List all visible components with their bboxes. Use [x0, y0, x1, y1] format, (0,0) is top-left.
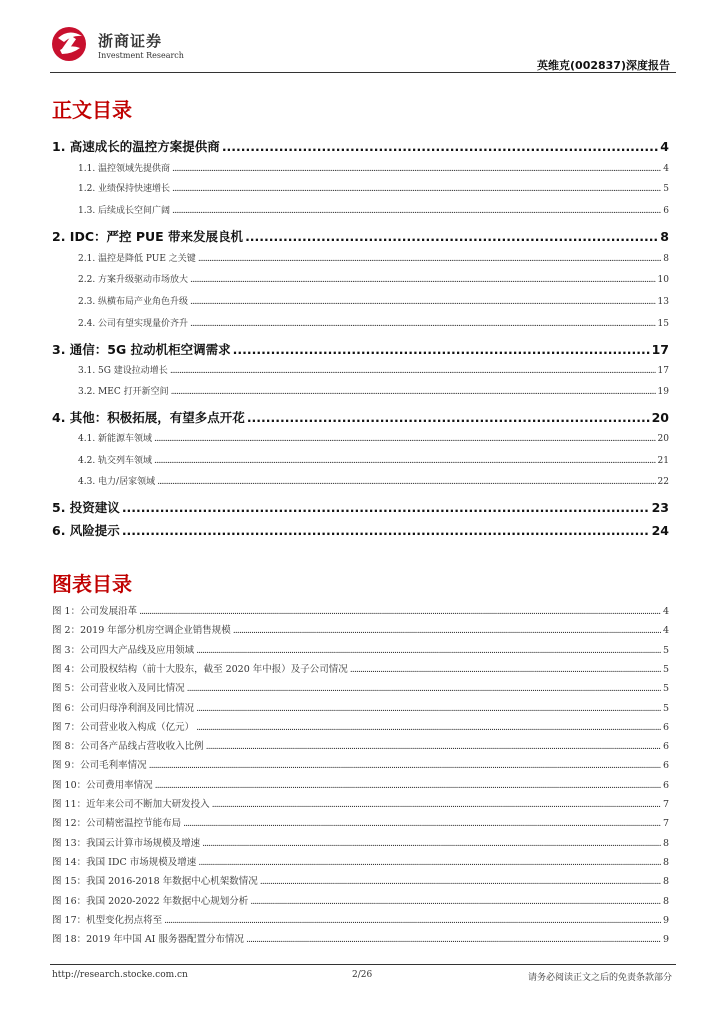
- toc-leader-dots: [222, 139, 658, 154]
- toc-entry-label: 3.2. MEC 打开新空间: [78, 387, 169, 397]
- toc-chapter-entry[interactable]: [52, 137, 669, 155]
- toc-entry-label: 2.2. 方案升级驱动市场放大: [78, 275, 189, 285]
- figure-entry[interactable]: [52, 622, 669, 636]
- figure-entry-page: 8: [662, 837, 669, 849]
- toc-entry-label: 5. 投资建议: [52, 500, 120, 515]
- toc-leader-dots: [122, 523, 650, 538]
- figure-entry-label: 图 1：公司发展沿革: [52, 606, 138, 617]
- toc-section-entry[interactable]: [78, 474, 669, 487]
- toc-entry-label: 4. 其他：积极拓展，有望多点开花: [52, 410, 245, 425]
- toc-entry-page: 8: [660, 229, 669, 244]
- figure-entry[interactable]: [52, 719, 669, 733]
- toc-leader-dots: [190, 275, 656, 285]
- figure-entry-page: 6: [662, 779, 669, 791]
- figure-entry-label: 图 3：公司四大产品线及应用领域: [52, 644, 195, 656]
- figure-leader-dots: [164, 915, 661, 926]
- figure-entry-page: 4: [662, 606, 669, 617]
- toc-chapter-entry[interactable]: [52, 340, 669, 358]
- toc-entry-label: 1.1. 温控领域先提供商: [78, 164, 171, 174]
- toc-leader-dots: [157, 477, 655, 487]
- figure-entry-page: 9: [662, 914, 669, 926]
- toc-section-entry[interactable]: [78, 363, 669, 376]
- figure-leader-dots: [155, 780, 661, 791]
- figure-entry[interactable]: [52, 815, 669, 829]
- toc-entry-label: 6. 风险提示: [52, 523, 120, 538]
- figure-leader-dots: [196, 722, 661, 733]
- toc-entry-page: 5: [663, 184, 669, 194]
- figure-leader-dots: [202, 838, 661, 849]
- figure-leader-dots: [196, 703, 661, 714]
- toc-section-entry[interactable]: [78, 203, 669, 216]
- logo-mark-icon: [50, 24, 92, 64]
- figure-entry-page: 5: [662, 683, 669, 695]
- figure-entry-page: 8: [662, 856, 669, 868]
- figure-entry-page: 4: [662, 625, 669, 637]
- toc-entry-page: 20: [651, 410, 669, 425]
- toc-chapter-entry[interactable]: [52, 498, 669, 516]
- figure-entry-page: 8: [662, 895, 669, 907]
- toc-chapter-entry[interactable]: [52, 408, 669, 426]
- figure-entry[interactable]: [52, 835, 669, 849]
- figure-entry-label: 图 5：公司营业收入及同比情况: [52, 683, 185, 695]
- toc-leader-dots: [198, 254, 661, 264]
- toc-entry-label: 3. 通信：5G 拉动机柜空调需求: [52, 342, 231, 357]
- toc-section-entry[interactable]: [78, 181, 669, 194]
- footer-page-number: 2/26: [352, 970, 373, 980]
- toc-entry-label: 3.1. 5G 建设拉动增长: [78, 366, 168, 376]
- figure-entry-page: 5: [662, 702, 669, 714]
- company-logo: [50, 24, 200, 64]
- figure-entry[interactable]: [52, 757, 669, 771]
- toc-entry-page: 23: [651, 500, 669, 515]
- toc-entry-label: 2. IDC：严控 PUE 带来发展良机: [52, 229, 244, 244]
- toc-section-entry[interactable]: [78, 453, 669, 466]
- toc-leader-dots: [172, 206, 661, 216]
- figure-entry[interactable]: [52, 642, 669, 656]
- figure-entry[interactable]: [52, 603, 669, 617]
- figure-entry-page: 9: [662, 934, 669, 946]
- toc-entry-page: 20: [657, 434, 669, 444]
- footer-url[interactable]: http://research.stocke.com.cn: [52, 970, 188, 980]
- figure-entry-label: 图 16：我国 2020-2022 年数据中心规划分析: [52, 895, 249, 907]
- figure-entry[interactable]: [52, 873, 669, 887]
- figure-entry-label: 图 18：2019 年中国 AI 服务器配置分布情况: [52, 934, 244, 946]
- toc-leader-dots: [247, 410, 650, 425]
- figure-entry-page: 6: [662, 760, 669, 772]
- toc-section-entry[interactable]: [78, 316, 669, 329]
- figure-leader-dots: [260, 876, 661, 887]
- toc-entry-page: 4: [660, 139, 669, 154]
- toc-entry-label: 1. 高速成长的温控方案提供商: [52, 139, 220, 154]
- toc-leader-dots: [154, 456, 656, 466]
- toc-leader-dots: [190, 319, 656, 329]
- toc-leader-dots: [122, 500, 650, 515]
- report-title: 英维克(002837)深度报告: [537, 59, 670, 72]
- toc-entry-page: 21: [657, 456, 669, 466]
- toc-heading: 正文目录: [52, 98, 132, 122]
- logo-text-en: Investment Research: [98, 51, 184, 60]
- figure-leader-dots: [196, 645, 661, 656]
- footer-divider: [50, 964, 676, 965]
- figure-entry-label: 图 11：近年来公司不断加大研发投入: [52, 799, 210, 810]
- toc-leader-dots: [245, 229, 658, 244]
- toc-leader-dots: [170, 366, 656, 376]
- toc-section-entry[interactable]: [78, 161, 669, 174]
- figure-entry[interactable]: [52, 854, 669, 868]
- toc-section-entry[interactable]: [78, 272, 669, 285]
- toc-leader-dots: [154, 434, 656, 444]
- figure-entry-label: 图 9：公司毛利率情况: [52, 760, 147, 772]
- figure-entry-label: 图 13：我国云计算市场规模及增速: [52, 837, 201, 849]
- figure-leader-dots: [246, 934, 661, 945]
- figure-entry-label: 图 8：公司各产品线占营收收入比例: [52, 741, 204, 753]
- toc-leader-dots: [171, 387, 656, 397]
- figure-entry-label: 图 7：公司营业收入构成（亿元）: [52, 721, 195, 733]
- toc-entry-page: 4: [663, 164, 669, 174]
- toc-section-entry[interactable]: [78, 431, 669, 444]
- figure-leader-dots: [183, 818, 661, 829]
- figure-entry-page: 6: [662, 721, 669, 733]
- toc-entry-label: 4.3. 电力/居家领域: [78, 477, 156, 487]
- toc-leader-dots: [172, 184, 661, 194]
- toc-entry-label: 1.3. 后续成长空间广阔: [78, 206, 171, 216]
- figure-entry-label: 图 14：我国 IDC 市场规模及增速: [52, 856, 197, 868]
- figure-entry-label: 图 10：公司费用率情况: [52, 779, 153, 791]
- figure-entry-label: 图 4：公司股权结构（前十大股东，截至 2020 年中报）及子公司情况: [52, 663, 348, 675]
- figure-entry-label: 图 17：机型变化拐点将至: [52, 914, 163, 926]
- figure-leader-dots: [212, 799, 661, 810]
- figure-entry[interactable]: [52, 931, 669, 945]
- toc-entry-page: 19: [657, 387, 669, 397]
- toc-entry-label: 4.1. 新能源车领域: [78, 434, 153, 444]
- figure-entry[interactable]: [52, 661, 669, 675]
- toc-chapter-entry[interactable]: [52, 227, 669, 245]
- figure-entry[interactable]: [52, 912, 669, 926]
- toc-entry-page: 15: [657, 319, 669, 329]
- toc-entry-page: 17: [657, 366, 669, 376]
- figures-heading: 图表目录: [52, 572, 132, 596]
- toc-entry-label: 2.4. 公司有望实现量价齐升: [78, 319, 189, 329]
- figure-leader-dots: [139, 606, 661, 617]
- figure-entry-page: 7: [662, 818, 669, 830]
- toc-entry-page: 17: [651, 342, 669, 357]
- figure-leader-dots: [206, 741, 661, 752]
- toc-entry-page: 13: [657, 297, 669, 307]
- figure-entry[interactable]: [52, 700, 669, 714]
- figure-entry[interactable]: [52, 777, 669, 791]
- toc-entry-label: 2.1. 温控是降低 PUE 之关键: [78, 254, 196, 264]
- figure-leader-dots: [233, 625, 661, 636]
- toc-entry-page: 24: [651, 523, 669, 538]
- toc-entry-page: 10: [657, 275, 669, 285]
- figure-entry-label: 图 12：公司精密温控节能布局: [52, 818, 182, 830]
- figure-entry-page: 5: [662, 663, 669, 675]
- figure-entry[interactable]: [52, 738, 669, 752]
- figure-entry[interactable]: [52, 893, 669, 907]
- toc-section-entry[interactable]: [78, 384, 669, 397]
- toc-section-entry[interactable]: [78, 251, 669, 264]
- figure-entry-page: 5: [662, 644, 669, 656]
- toc-entry-page: 6: [663, 206, 669, 216]
- figure-leader-dots: [250, 896, 661, 907]
- toc-leader-dots: [190, 297, 656, 307]
- toc-section-entry[interactable]: [78, 294, 669, 307]
- figure-entry[interactable]: [52, 680, 669, 694]
- header-divider: [50, 72, 676, 73]
- toc-entry-label: 1.2. 业绩保持快速增长: [78, 184, 171, 194]
- figure-leader-dots: [149, 760, 661, 771]
- toc-entry-page: 8: [663, 254, 669, 264]
- logo-text-cn: 浙商证券: [98, 32, 163, 50]
- figure-entry-label: 图 2：2019 年部分机房空调企业销售规模: [52, 625, 231, 637]
- figure-leader-dots: [198, 857, 661, 868]
- page-header: [50, 20, 676, 76]
- toc-leader-dots: [233, 342, 650, 357]
- toc-leader-dots: [172, 164, 661, 174]
- toc-entry-label: 2.3. 纵横布局产业角色升级: [78, 297, 189, 307]
- figure-entry-label: 图 6：公司归母净利润及同比情况: [52, 702, 195, 714]
- figure-leader-dots: [187, 683, 661, 694]
- figure-entry-page: 7: [662, 799, 669, 810]
- toc-chapter-entry[interactable]: [52, 521, 669, 539]
- footer-disclaimer: 请务必阅读正文之后的免责条款部分: [527, 973, 672, 983]
- toc-entry-label: 4.2. 轨交列车领域: [78, 456, 153, 466]
- figure-entry-label: 图 15：我国 2016-2018 年数据中心机架数情况: [52, 876, 258, 888]
- figure-leader-dots: [350, 664, 661, 675]
- figure-entry[interactable]: [52, 796, 669, 810]
- figure-entry-page: 6: [662, 741, 669, 753]
- figure-entry-page: 8: [662, 876, 669, 888]
- toc-entry-page: 22: [657, 477, 669, 487]
